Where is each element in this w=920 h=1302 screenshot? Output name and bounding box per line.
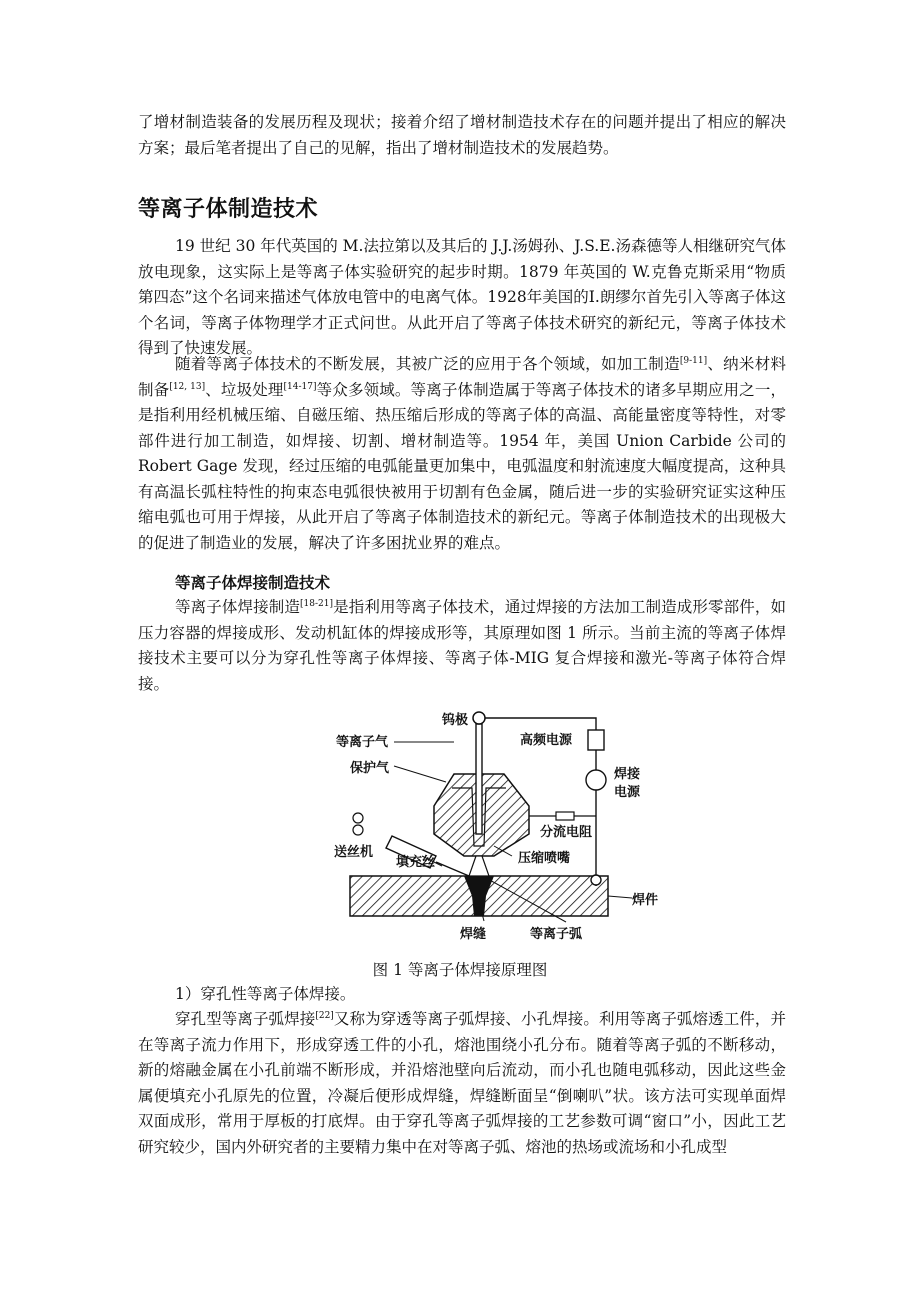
label-plasma-arc: 等离子弧 [530,927,583,942]
label-nozzle: 压缩喷嘴 [518,851,571,866]
label-hf-power: 高频电源 [520,733,573,748]
text-run: 随着等离子体技术的不断发展，其被广泛的应用于各个领域，如加工制造 [175,355,680,373]
text-run: 等众多领域。等离子体制造属于等离子体技术的诸多早期应用之一，是指利用经机械压缩、自磁压缩、热压缩后形成的等离子体的高温、高能量密度等特性，对零部件进行加工制造，如焊接、切割、增材制造等。1954 年，美国 Union Carbide 公司的 Robert Gage 发现，经过压缩的电弧能量更加集中，电弧温度和射流速度大幅度提高，这种具有高温长弧柱特性的拘束态电弧很快被用于切割有色金属，随后进一步的实验研究证实这种压缩电弧也可用于焊接，从此开启了等离子体制造技术的新纪元。等离子体制造技术的出现极大的促进了制造业的发展，解决了许多困扰业界的难点。 [138,380,786,552]
item1-paragraph [138,1007,786,1160]
label-filler: 填充丝 [396,855,436,870]
label-shield-gas: 保护气 [350,761,390,776]
text-run: 、垃圾处理 [205,380,284,399]
section-paragraph-2 [138,352,786,556]
text-run: 又称为穿透等离子弧焊接、小孔焊接。利用等离子弧熔透工件，并在等离子流力作用下，形成穿透工件的小孔，熔池围绕小孔分布。随着等离子弧的不断移动，新的熔融金属在小孔前端不断形成，并沿熔池壁向后流动，而小孔也随电弧移动，因此这些金属便填充小孔原先的位置，冷凝后便形成焊缝，焊缝断面呈“倒喇叭”状。该方法可实现单面焊双面成形，常用于厚板的打底焊。由于穿孔等离子弧焊接的工艺参数可调“窗口”小，因此工艺研究较少，国内外研究者的主要精力集中在对等离子弧、熔池的热场或流场和小孔成型 [138,1010,786,1156]
leader-line [394,766,446,782]
section-title: 等离子体制造技术 [138,197,319,222]
label-shunt: 分流电阻 [540,825,593,840]
label-wire-feeder: 送丝机 [334,845,374,860]
hf-power-shape [588,730,604,750]
tungsten-electrode-shape [476,724,482,834]
electrode-terminal-shape [473,712,485,724]
text-run: 、纳米材料制备 [138,355,786,399]
filler-wire-line [436,862,469,876]
weld-power-shape [586,770,606,790]
label-tungsten: 钨极 [442,713,469,728]
citation: [22] [315,1011,334,1021]
citation: [18-21] [299,599,333,609]
plasma-arc-shape [469,856,489,876]
feed-roller-shape [353,813,363,823]
citation: [14-17] [283,381,317,392]
leader-line [608,896,632,898]
text-run: 是指利用等离子体技术，通过焊接的方法加工制造成形零部件，如压力容器的焊接成形、发动机缸体的焊接成形等，其原理如图 1 所示。当前主流的等离子体焊接技术主要可以分为穿孔性等离子体焊接、等离子体-MIG 复合焊接和激光-等离子体符合焊接。 [138,598,786,693]
citation: [9-11] [679,356,708,366]
item1-label: 1）穿孔性等离子体焊接。 [175,985,356,1003]
citation: [12, 13] [169,381,206,392]
label-workpiece: 焊件 [632,893,659,908]
feed-roller-shape [353,825,363,835]
intro-paragraph: 了增材制造装备的发展历程及现状；接着介绍了增材制造技术存在的问题并提出了相应的解决方案；最后笔者提出了自己的见解，指出了增材制造技术的发展趋势。 [138,113,786,157]
workpiece-terminal-shape [591,875,601,885]
label-weld-power: 电源 [614,785,641,800]
plasma-welding-diagram [334,706,664,954]
shunt-resistor-shape [556,812,574,820]
label-plasma-gas: 等离子气 [336,735,389,750]
label-weld-seam: 焊缝 [460,927,487,942]
section-paragraph-1: 19 世纪 30 年代英国的 M.法拉第以及其后的 J.J.汤姆孙、J.S.E.汤森德等人相继研究气体放电现象，这实际上是等离子体实验研究的起步时期。1879 年英国的 W.克鲁克斯采用“物质第四态”这个名词来描述气体放电管中的电离气体。1928年美国的I.朗缪尔首先引入等离子体这个名词，等离子体物理学才正式问世。从此开启了等离子体技术研究的新纪元，等离子体技术得到了快速发展。 [138,237,786,357]
text-run: 穿孔型等离子弧焊接 [175,1010,316,1028]
subsection-paragraph [138,595,786,697]
figure-caption: 图 1 等离子体焊接原理图 [372,961,548,979]
text-run: 等离子体焊接制造 [175,598,300,616]
subsection-title: 等离子体焊接制造技术 [175,574,331,592]
label-weld-power: 焊接 [614,767,641,782]
